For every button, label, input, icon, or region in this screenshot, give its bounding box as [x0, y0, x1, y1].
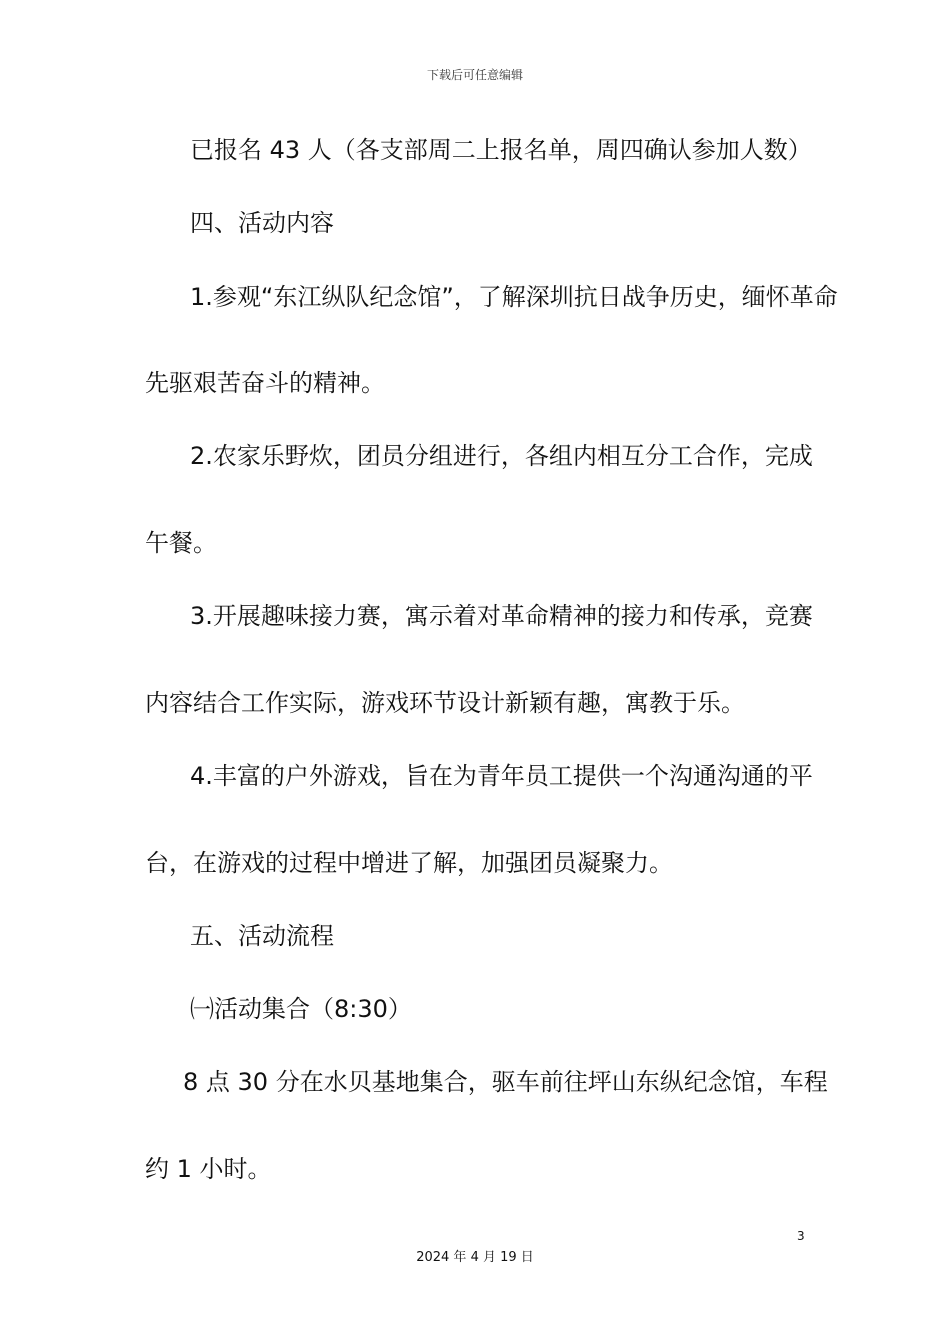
item-3-line-2: 内容结合工作实际，游戏环节设计新颖有趣，寓教于乐。	[145, 689, 745, 717]
footer-date: 2024 年 4 月 19 日	[416, 1250, 534, 1265]
subheading-assembly: ㈠活动集合（8:30）	[190, 995, 412, 1023]
paragraph-registration: 已报名 43 人（各支部周二上报名单，周四确认参加人数）	[190, 136, 812, 164]
item-2-line-1: 2.农家乐野炊，团员分组进行，各组内相互分工合作，完成	[190, 442, 813, 470]
page-number: 3	[797, 1229, 805, 1243]
assembly-line-2: 约 1 小时。	[145, 1155, 272, 1183]
item-2-line-2: 午餐。	[145, 529, 217, 557]
item-4-line-2: 台，在游戏的过程中增进了解，加强团员凝聚力。	[145, 849, 673, 877]
item-3-line-1: 3.开展趣味接力赛，寓示着对革命精神的接力和传承，竞赛	[190, 602, 813, 630]
section-heading-activity-flow: 五、活动流程	[190, 922, 334, 950]
assembly-line-1: 8 点 30 分在水贝基地集合，驱车前往坪山东纵纪念馆，车程	[183, 1068, 828, 1096]
page-header-note: 下载后可任意编辑	[426, 68, 523, 82]
section-heading-activity-content: 四、活动内容	[190, 209, 334, 237]
item-1-line-2: 先驱艰苦奋斗的精神。	[145, 369, 385, 397]
item-1-line-1: 1.参观“东江纵队纪念馆”，了解深圳抗日战争历史，缅怀革命	[190, 283, 838, 311]
item-4-line-1: 4.丰富的户外游戏，旨在为青年员工提供一个沟通沟通的平	[190, 762, 813, 790]
